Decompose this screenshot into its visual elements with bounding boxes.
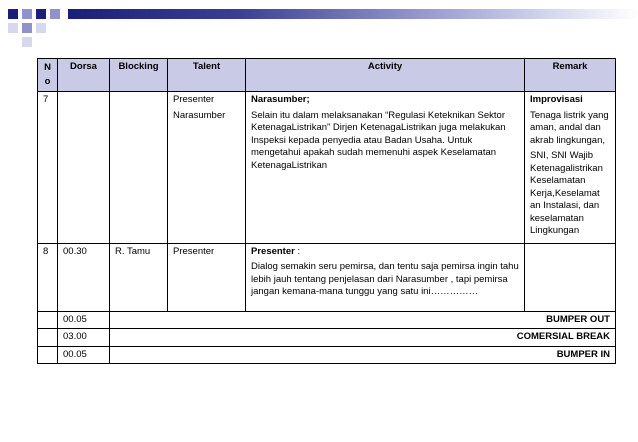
activity-text: Selain itu dalam melaksanakan “Regulasi Keteknikan Sektor KetenagaListrikan” Dirjen KetenagaListrikan juga melakukan Inspeksi kepada penyedia atau Badan Usaha. Untuk mengetahui apakah sudah memenuhi aspek Keselamatan KetenagaListrikan [251, 109, 506, 171]
cell-blocking [110, 92, 168, 244]
talent-name: Presenter [173, 94, 215, 105]
remark-line: Tenaga listrik yang aman, andal dan akrab lingkungan, [530, 109, 609, 146]
activity-title: Narasumber; [251, 94, 310, 105]
cell-dorsa: 00.30 [58, 243, 110, 311]
cell-no: 8 [38, 243, 58, 311]
table-row [38, 92, 616, 244]
segment-label: COMERSIAL BREAK [110, 329, 616, 347]
deco-square [8, 23, 18, 33]
col-header-blocking: Blocking [110, 59, 168, 92]
col-header-talent: Talent [168, 59, 246, 92]
table-header-row [38, 59, 616, 92]
col-header-no: N o [38, 59, 58, 92]
activity-text: Dialog semakin seru pemirsa, dan tentu saja pemirsa ingin tahu lebih jauh tentang penjelasan dari Narasumber , tapi pemirsa jangan kemana-mana tunggu yang satu ini…………… [251, 261, 519, 297]
col-header-dorsa: Dorsa [58, 59, 110, 92]
deco-bar [68, 9, 638, 19]
activity-title-line [251, 246, 519, 259]
cell-blocking: R. Tamu [110, 243, 168, 311]
cell-activity [246, 92, 525, 244]
cell-talent [168, 92, 246, 244]
segment-row [38, 329, 616, 347]
cell-activity [246, 243, 525, 311]
deco-square [22, 9, 32, 19]
cell-remark [525, 92, 616, 244]
activity-title: Presenter [251, 245, 295, 257]
deco-square [50, 9, 60, 19]
deco-square [36, 9, 46, 19]
col-header-activity: Activity [246, 59, 525, 92]
rundown-table [37, 58, 616, 364]
segment-row [38, 311, 616, 329]
cell-talent [168, 243, 246, 311]
remark-title: Improvisasi [530, 94, 583, 105]
deco-square [22, 23, 32, 33]
deco-square [8, 9, 18, 19]
deco-square [22, 37, 32, 47]
col-header-remark: Remark [525, 59, 616, 92]
cell-dorsa: 03.00 [58, 329, 110, 347]
segment-label: BUMPER OUT [110, 311, 616, 329]
cell-dorsa [58, 92, 110, 244]
cell-no [38, 346, 58, 364]
cell-no [38, 311, 58, 329]
cell-no [38, 329, 58, 347]
segment-row [38, 346, 616, 364]
activity-title-suffix: : [294, 245, 301, 257]
cell-dorsa: 00.05 [58, 346, 110, 364]
remark-line: SNI, SNI Wajib Ketenagalistrikan Keselamatan Kerja,Keselamat an Instalasi, dan keselamatan Lingkungan [530, 150, 603, 236]
cell-remark [525, 243, 616, 311]
table-row [38, 243, 616, 311]
talent-name: Presenter [173, 245, 215, 257]
cell-dorsa: 00.05 [58, 311, 110, 329]
cell-no: 7 [38, 92, 58, 244]
deco-square [36, 23, 46, 33]
talent-name: Narasumber [173, 109, 226, 121]
segment-label: BUMPER IN [110, 346, 616, 364]
